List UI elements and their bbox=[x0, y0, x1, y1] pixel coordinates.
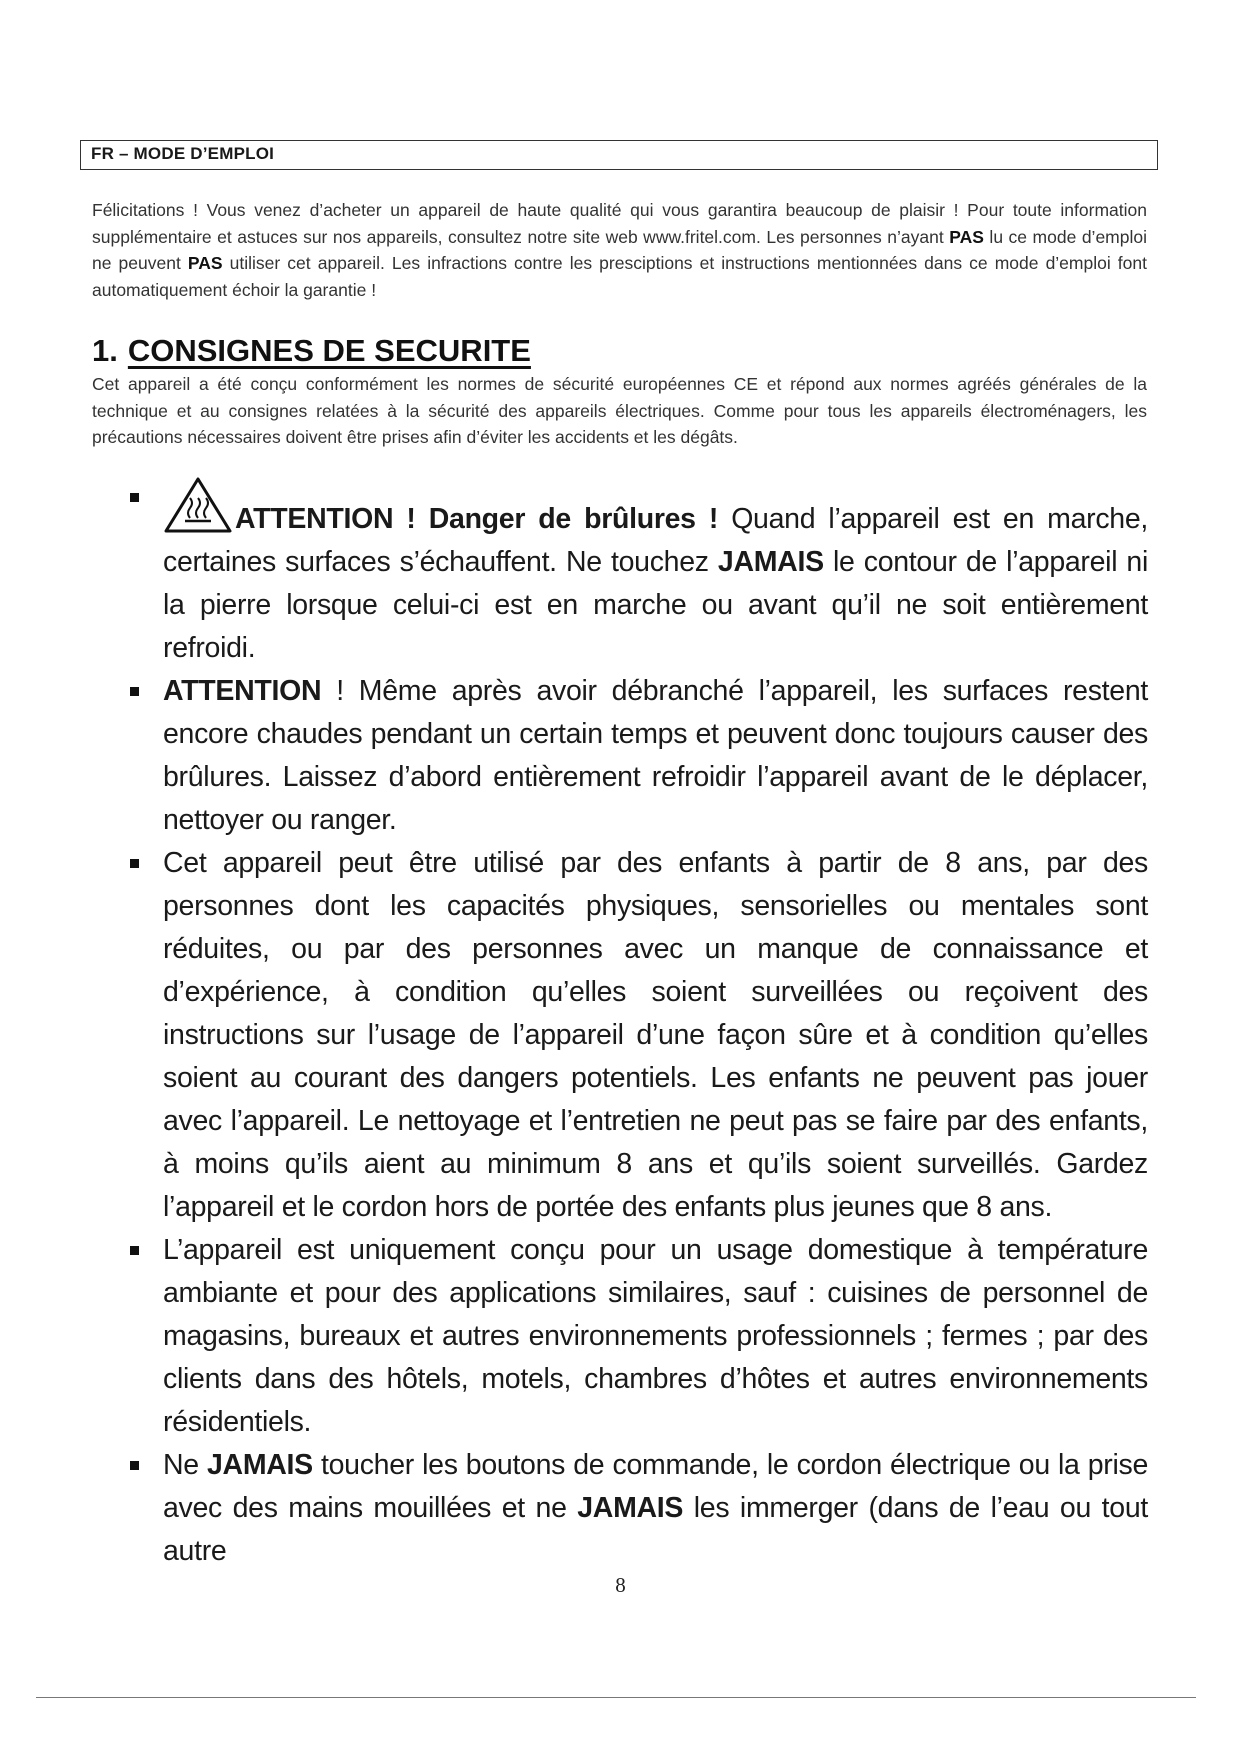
bullet-icon bbox=[130, 493, 139, 502]
list-item: ATTENTION ! Danger de brûlures ! Quand l’appareil est en marche, certaines surfaces s’échauffent. Ne touchez JAMAIS le contour de l’appareil ni la pierre lorsque celui-ci est en marche ou avant qu’il ne soit entièrement refroidi. bbox=[128, 476, 1148, 670]
section-number: 1. bbox=[92, 333, 118, 368]
section-intro: Cet appareil a été conçu conformément les normes de sécurité européennes CE et répond aux normes agréés générales de la technique et au consignes relatées à la sécurité des appareils électriques. Comme pour tous les appareils électroménagers, les précautions nécessaires doivent être prises afin d’éviter les accidents et les dégâts. bbox=[92, 374, 1147, 447]
header-title: FR – MODE D’EMPLOI bbox=[91, 144, 275, 163]
bullet-icon bbox=[130, 687, 139, 696]
list-item: L’appareil est uniquement conçu pour un usage domestique à température ambiante et pour des applications similaires, sauf : cuisines de personnel de magasins, bureaux et autres environnements professionnels ; fermes ; par des clients dans des hôtels, motels, chambres d’hôtes et autres environnements résidentiels. bbox=[128, 1229, 1148, 1444]
section-title bbox=[92, 333, 531, 369]
header-box bbox=[80, 140, 1158, 170]
section-title-text: CONSIGNES DE SECURITE bbox=[127, 333, 531, 368]
list-item: Ne JAMAIS toucher les boutons de commande, le cordon électrique ou la prise avec des mains mouillées et ne JAMAIS les immerger (dans de l’eau ou tout autre bbox=[128, 1444, 1148, 1573]
bullet-icon bbox=[130, 1461, 139, 1470]
intro-paragraph: Félicitations ! Vous venez d’acheter un appareil de haute qualité qui vous garantira beaucoup de plaisir ! Pour toute information supplémentaire et astuces sur nos appareils, consultez notre site web www.fritel.com. Les personnes n’ayant PAS lu ce mode d’emploi ne peuvent PAS utiliser cet appareil. Les infractions contre les presciptions et instructions mentionnées dans ce mode d’emploi font automatiquement échoir la garantie ! bbox=[92, 200, 1147, 300]
bullet-icon bbox=[130, 859, 139, 868]
safety-list bbox=[128, 476, 1148, 1573]
list-item: ATTENTION ! Même après avoir débranché l’appareil, les surfaces restent encore chaudes pendant un certain temps et peuvent donc toujours causer des brûlures. Laissez d’abord entièrement refroidir l’appareil avant de le déplacer, nettoyer ou ranger. bbox=[128, 670, 1148, 842]
page-number: 8 bbox=[615, 1573, 626, 1597]
footer-divider bbox=[36, 1697, 1196, 1698]
list-item: Cet appareil peut être utilisé par des enfants à partir de 8 ans, par des personnes dont les capacités physiques, sensorielles ou mentales sont réduites, ou par des personnes avec un manque de connaissance et d’expérience, à condition qu’elles soient surveillées ou reçoivent des instructions sur l’usage de l’appareil d’une façon sûre et à condition qu’elles soient au courant des dangers potentiels. Les enfants ne peuvent pas jouer avec l’appareil. Le nettoyage et l’entretien ne peut pas se faire par des enfants, à moins qu’ils aient au minimum 8 ans et qu’ils soient surveillés. Gardez l’appareil et le cordon hors de portée des enfants plus jeunes que 8 ans. bbox=[128, 842, 1148, 1229]
hot-surface-warning-icon bbox=[163, 476, 233, 534]
bullet-icon bbox=[130, 1246, 139, 1255]
